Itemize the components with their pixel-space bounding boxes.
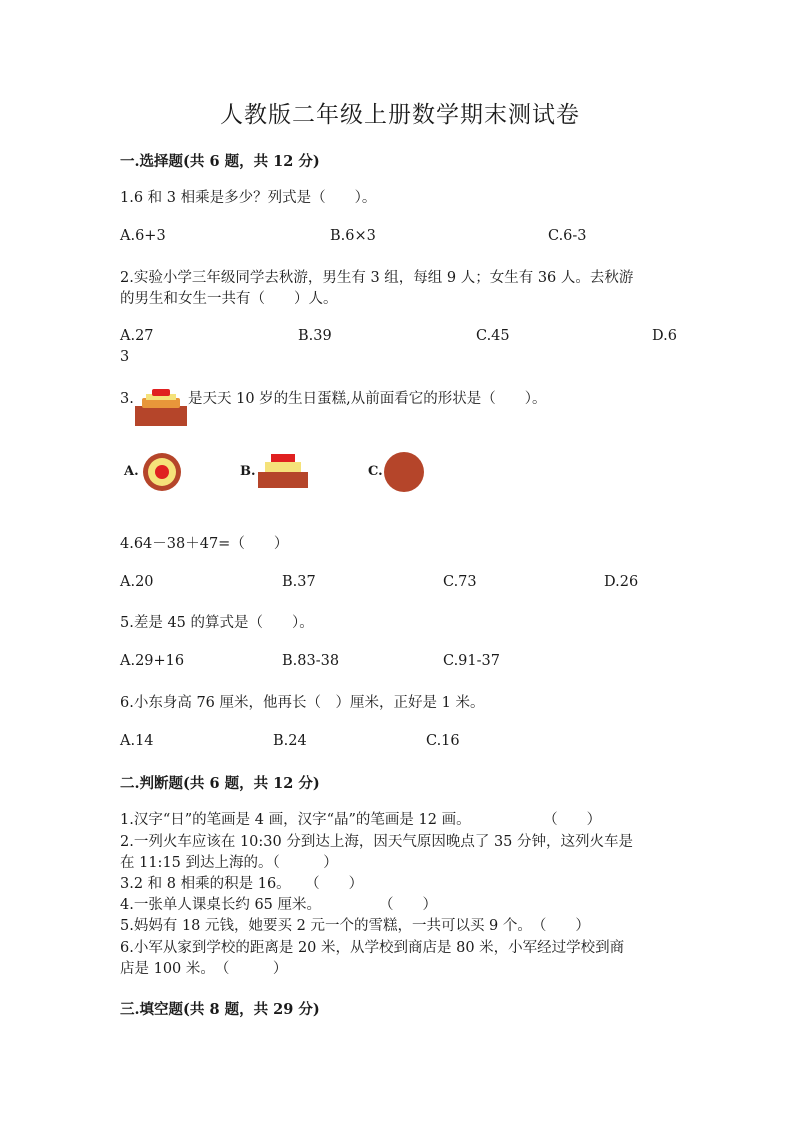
q6-option-b: B.24 bbox=[273, 733, 307, 749]
q5-option-b: B.83-38 bbox=[282, 653, 340, 669]
judgment-line: 1.汉字“日”的笔画是 4 画，汉字“晶”的笔画是 12 画。 （ ） bbox=[120, 812, 602, 828]
judgment-line: 店是 100 米。 （ ） bbox=[120, 961, 288, 977]
question-3-stem: 是天天 10 岁的生日蛋糕,从前面看它的形状是（ ）。 bbox=[188, 391, 547, 407]
q5-option-c: C.91-37 bbox=[443, 653, 500, 669]
q2-option-c: C.45 bbox=[476, 328, 510, 344]
q2-option-a: A.27 bbox=[120, 328, 154, 344]
question-2-stem-line2: 的男生和女生一共有（ ）人。 bbox=[120, 291, 338, 307]
q3-option-b-front-view-image bbox=[257, 452, 309, 490]
page-title: 人教版二年级上册数学期末测试卷 bbox=[220, 102, 580, 128]
q3-option-b-label: B. bbox=[240, 464, 256, 479]
judgment-line: 3.2 和 8 相乘的积是 16。 （ ） bbox=[120, 876, 364, 892]
judgment-line: 2.一列火车应该在 10:30 分到达上海，因天气原因晚点了 35 分钟，这列火车是 bbox=[120, 834, 634, 850]
q2-option-d-wrap: 3 bbox=[120, 349, 130, 365]
judgment-line: 在 11:15 到达上海的。（ ） bbox=[120, 855, 338, 871]
question-2-stem-line1: 2.实验小学三年级同学去秋游，男生有 3 组，每组 9 人；女生有 36 人。去秋游 bbox=[120, 270, 634, 286]
q2-option-d: D.6 bbox=[652, 328, 677, 344]
q3-option-a-label: A. bbox=[124, 464, 139, 479]
q2-option-b: B.39 bbox=[298, 328, 332, 344]
q4-option-b: B.37 bbox=[282, 574, 316, 590]
question-1-stem: 1.6 和 3 相乘是多少？列式是（ ）。 bbox=[120, 190, 377, 206]
q3-option-c-circle-image bbox=[383, 451, 425, 493]
q4-option-a: A.20 bbox=[120, 574, 154, 590]
question-6-stem: 6.小东身高 76 厘米，他再长（ ）厘米，正好是 1 米。 bbox=[120, 695, 485, 711]
q4-option-c: C.73 bbox=[443, 574, 477, 590]
section-heading-choice: 一.选择题(共 6 题，共 12 分) bbox=[120, 153, 320, 170]
q6-option-a: A.14 bbox=[120, 733, 154, 749]
judgment-line: 6.小军从家到学校的距离是 20 米，从学校到商店是 80 米，小军经过学校到商 bbox=[120, 940, 625, 956]
section-heading-fill-in: 三.填空题(共 8 题，共 29 分) bbox=[120, 1001, 320, 1018]
question-5-stem: 5.差是 45 的算式是（ ）。 bbox=[120, 615, 314, 631]
birthday-cake-image bbox=[134, 388, 188, 428]
q3-option-a-top-view-image bbox=[142, 452, 182, 492]
question-3-number: 3. bbox=[120, 391, 134, 407]
section-heading-judgment: 二.判断题(共 6 题，共 12 分) bbox=[120, 775, 320, 792]
q3-option-c-label: C. bbox=[368, 464, 383, 479]
q5-option-a: A.29+16 bbox=[120, 653, 185, 669]
q1-option-b: B.6×3 bbox=[330, 228, 376, 244]
q6-option-c: C.16 bbox=[426, 733, 460, 749]
question-4-stem: 4.64－38＋47=（ ） bbox=[120, 536, 289, 552]
q1-option-a: A.6+3 bbox=[120, 228, 166, 244]
judgment-line: 5.妈妈有 18 元钱，她要买 2 元一个的雪糕，一共可以买 9 个。 （ ） bbox=[120, 918, 590, 934]
q1-option-c: C.6-3 bbox=[548, 228, 587, 244]
q4-option-d: D.26 bbox=[604, 574, 639, 590]
judgment-line: 4.一张单人课桌长约 65 厘米。 （ ） bbox=[120, 897, 438, 913]
